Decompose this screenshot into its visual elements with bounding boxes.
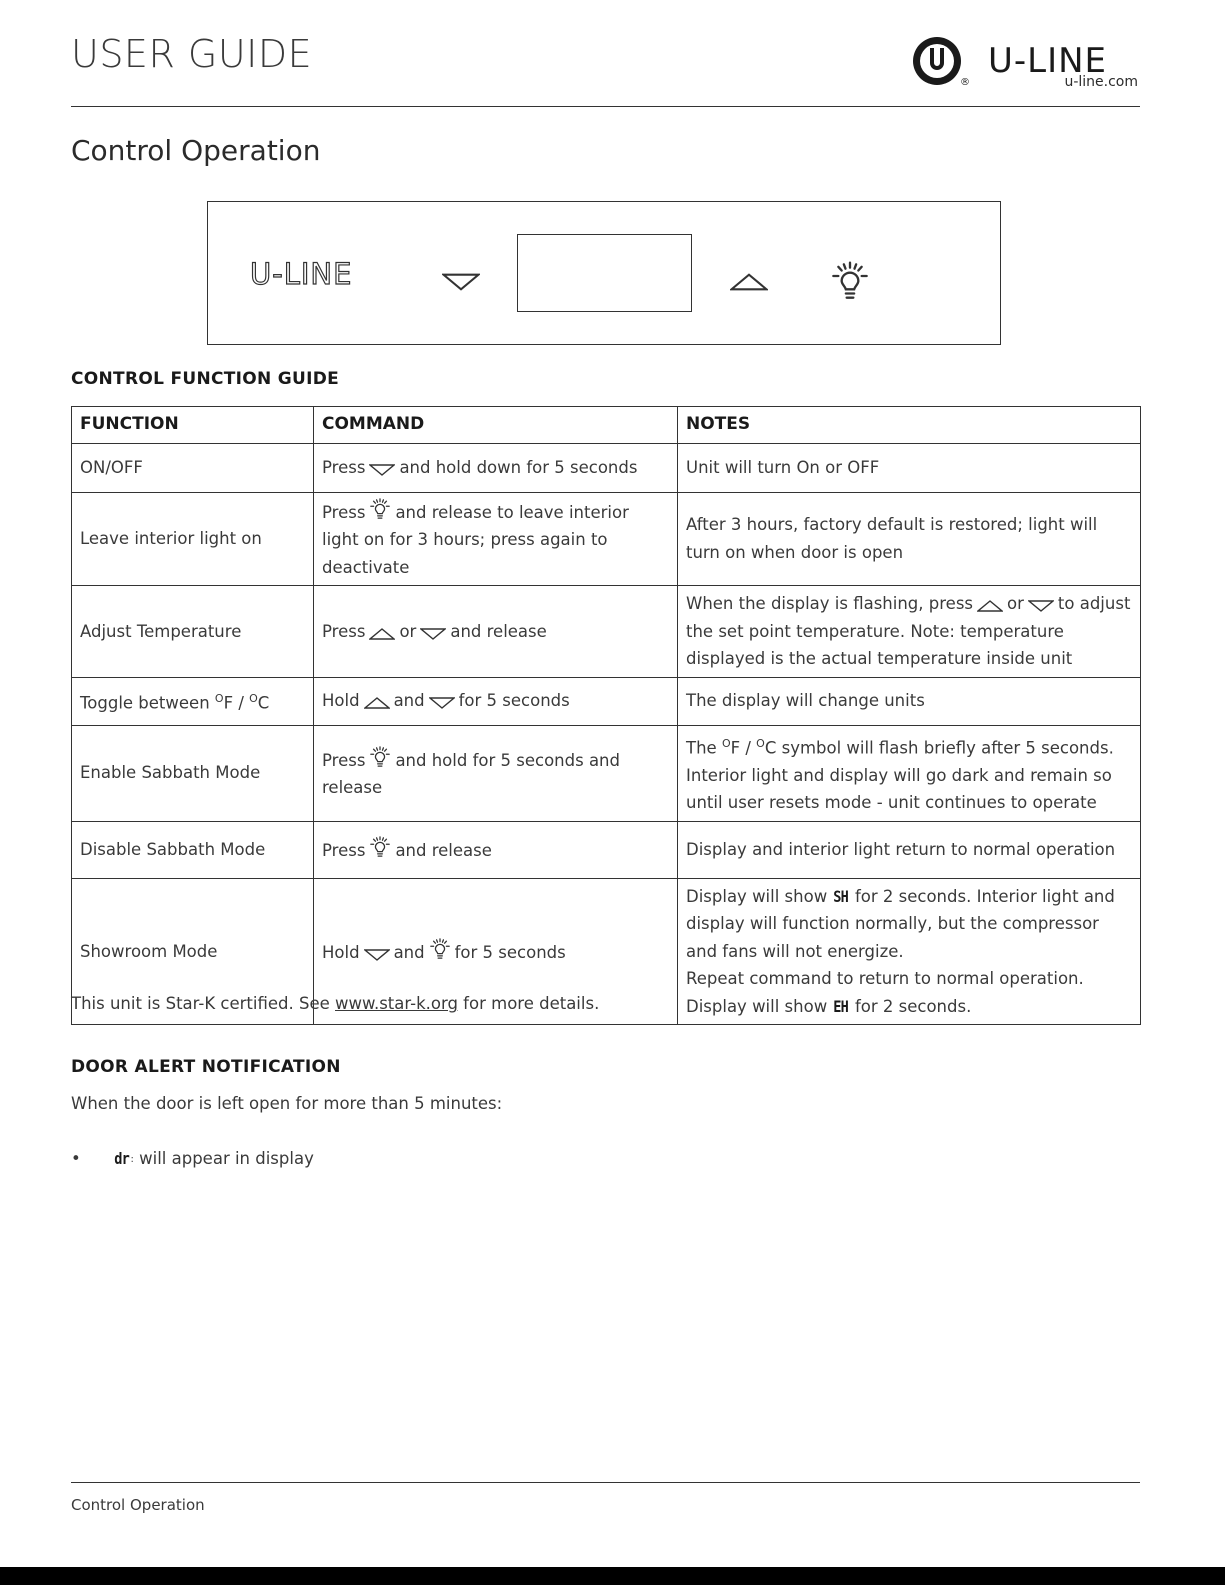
notes-cell: After 3 hours, factory default is restored; light will turn on when door is open: [678, 492, 1141, 586]
notes-cell: The $^O$F / $^O$C symbol will flash briefly after 5 seconds. Interior light and display will go dark and remain so until user resets mode - unit continues to operate: [678, 725, 1141, 821]
brand-wordmark: U-LINE: [988, 41, 1108, 81]
command-cell: Press and hold for 5 seconds and release: [314, 725, 678, 821]
panel-brand: [248, 258, 388, 290]
footer-section-label: Control Operation: [71, 1496, 205, 1514]
chevron-up-icon: [369, 628, 395, 640]
table-row: [72, 821, 1141, 878]
function-cell: Toggle between $^O$F / $^O$C: [72, 677, 314, 725]
website-url[interactable]: u-line.com: [1064, 74, 1138, 90]
control-function-guide-heading: CONTROL FUNCTION GUIDE: [71, 369, 340, 389]
chevron-up-icon: [730, 273, 768, 291]
display-code-eh: EH: [833, 996, 849, 1016]
chevron-up-icon: [364, 697, 390, 709]
light-icon: [369, 745, 391, 769]
light-icon: [369, 835, 391, 859]
table-row: [72, 443, 1141, 492]
notes-cell: The display will change units: [678, 677, 1141, 725]
registered-mark: ®: [960, 77, 970, 88]
brand-logo: [910, 34, 1140, 94]
chevron-down-icon: [420, 628, 446, 640]
function-cell: Leave interior light on: [72, 492, 314, 586]
document-title: USER GUIDE: [71, 32, 313, 76]
star-k-link[interactable]: www.star-k.org: [335, 994, 458, 1013]
function-cell: ON/OFF: [72, 443, 314, 492]
control-panel-diagram: [207, 201, 1001, 345]
chevron-down-icon: [429, 697, 455, 709]
function-cell: Showroom Mode: [72, 878, 314, 1025]
light-icon: [369, 497, 391, 521]
page-bottom-bar: [0, 1567, 1225, 1585]
command-cell: Press and release to leave interior light on for 3 hours; press again to deactivate: [314, 492, 678, 586]
function-cell: Disable Sabbath Mode: [72, 821, 314, 878]
control-function-table: [71, 406, 1141, 1025]
command-cell: Hold and for 5 seconds: [314, 677, 678, 725]
svg-text:U-LINE: U-LINE: [250, 258, 353, 290]
chevron-down-icon: [369, 464, 395, 476]
function-cell: Adjust Temperature: [72, 586, 314, 678]
notes-cell: Display and interior light return to normal operation: [678, 821, 1141, 878]
display-code-sh: SH: [833, 886, 849, 906]
panel-display-window: [517, 234, 692, 312]
command-cell: Press and release: [314, 821, 678, 878]
table-row: [72, 586, 1141, 678]
door-alert-heading: DOOR ALERT NOTIFICATION: [71, 1057, 341, 1077]
light-icon: [429, 937, 451, 961]
column-header-command: COMMAND: [314, 407, 678, 444]
display-code-dr: dr: [114, 1149, 130, 1168]
header-divider: [71, 106, 1140, 107]
table-header-row: [72, 407, 1141, 444]
light-icon: [830, 259, 870, 303]
command-cell: Press and hold down for 5 seconds: [314, 443, 678, 492]
door-alert-intro: When the door is left open for more than 5 minutes:: [71, 1094, 503, 1113]
column-header-notes: NOTES: [678, 407, 1141, 444]
door-alert-bullet: • dr: will appear in display: [71, 1149, 314, 1168]
function-cell: Enable Sabbath Mode: [72, 725, 314, 821]
table-row: [72, 725, 1141, 821]
bullet-symbol: •: [71, 1149, 81, 1168]
chevron-down-icon: [1028, 600, 1054, 612]
notes-cell: Display will show SH for 2 seconds. Interior light and display will function normally, but the compressor and fans will not energize. Repeat command to return to normal operation. Display will show EH for 2 seconds.: [678, 878, 1141, 1025]
chevron-down-icon: [364, 949, 390, 961]
certification-note: This unit is Star-K certified. See www.star-k.org for more details.: [71, 994, 600, 1013]
command-cell: Hold and for 5 seconds: [314, 878, 678, 1025]
chevron-up-icon: [977, 600, 1003, 612]
table-row: [72, 677, 1141, 725]
column-header-function: FUNCTION: [72, 407, 314, 444]
section-title: Control Operation: [71, 134, 321, 167]
chevron-down-icon: [442, 273, 480, 291]
command-cell: Press or and release: [314, 586, 678, 678]
notes-cell: Unit will turn On or OFF: [678, 443, 1141, 492]
table-row: [72, 492, 1141, 586]
footer-divider: [71, 1482, 1140, 1483]
notes-cell: When the display is flashing, press or to adjust the set point temperature. Note: temperature displayed is the actual temperature inside unit: [678, 586, 1141, 678]
